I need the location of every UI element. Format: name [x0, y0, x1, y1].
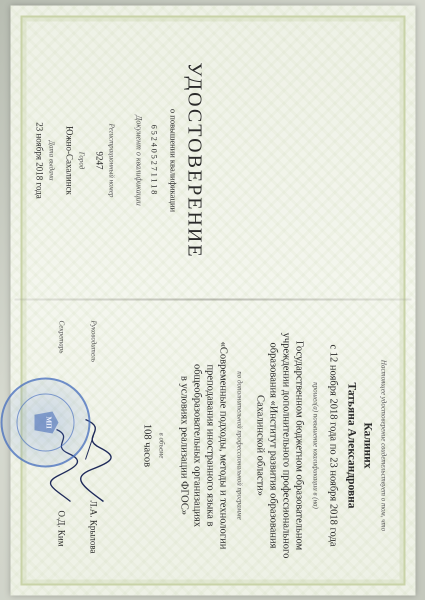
recipient-given-names: Татьяна Александровна [345, 381, 357, 509]
certificate-subtitle: о повышении квалификации [168, 108, 178, 212]
date-label: Дата выдачи [47, 140, 55, 180]
center-fold [14, 298, 411, 300]
program-line-1: «Современные подходы, методы и технологии [217, 341, 228, 549]
certificate-number: 652405271118 [149, 124, 158, 196]
intro-text: Настоящее удостоверение свидетельствует о том, что [379, 359, 387, 531]
passed-caption: прошел(а) повышение квалификации в (на) [311, 381, 319, 509]
program-line-4: в условиях реализации ФГОС» [178, 375, 189, 515]
program-caption: по дополнительной профессиональной программе [235, 370, 243, 520]
program-line-3: общеобразовательных организациях [191, 363, 202, 527]
registration-number: 9247 [94, 151, 104, 169]
head-label: Руководитель [89, 320, 97, 362]
organization-line-3: образования «Институт развития образования [267, 342, 278, 548]
issue-date: 23 ноября 2018 года [34, 121, 44, 199]
document-caption: Документ о квалификации [134, 114, 143, 206]
registration-label: Регистрационный номер [107, 123, 115, 197]
city-label: Город [77, 151, 85, 169]
organization-line-1: Государственном бюджетном образовательном [293, 340, 304, 550]
secretary-name: О.Д. Ким [56, 510, 66, 546]
training-period: с 12 ноября 2018 года по 23 ноября 2018 года [327, 344, 338, 546]
organization-line-4: Сахалинской области» [254, 394, 265, 496]
program-line-2: преподавания иностранного языка в [204, 364, 215, 526]
head-name: Л.А. Крылова [88, 500, 98, 554]
official-seal-stamp [0, 377, 90, 467]
city-value: Южно-Сахалинск [64, 125, 74, 195]
certificate-title: УДОСТОВЕРЕНИЕ [183, 61, 205, 259]
volume-caption: в объеме [157, 432, 165, 458]
secretary-label: Секретарь [57, 320, 65, 353]
seal-center-text: МП [44, 415, 52, 429]
certificate-document [10, 5, 415, 595]
organization-line-2: учреждении дополнительного профессионального [280, 332, 291, 558]
volume-value: 108 часов [141, 423, 152, 467]
recipient-surname: Калиних [361, 421, 373, 469]
